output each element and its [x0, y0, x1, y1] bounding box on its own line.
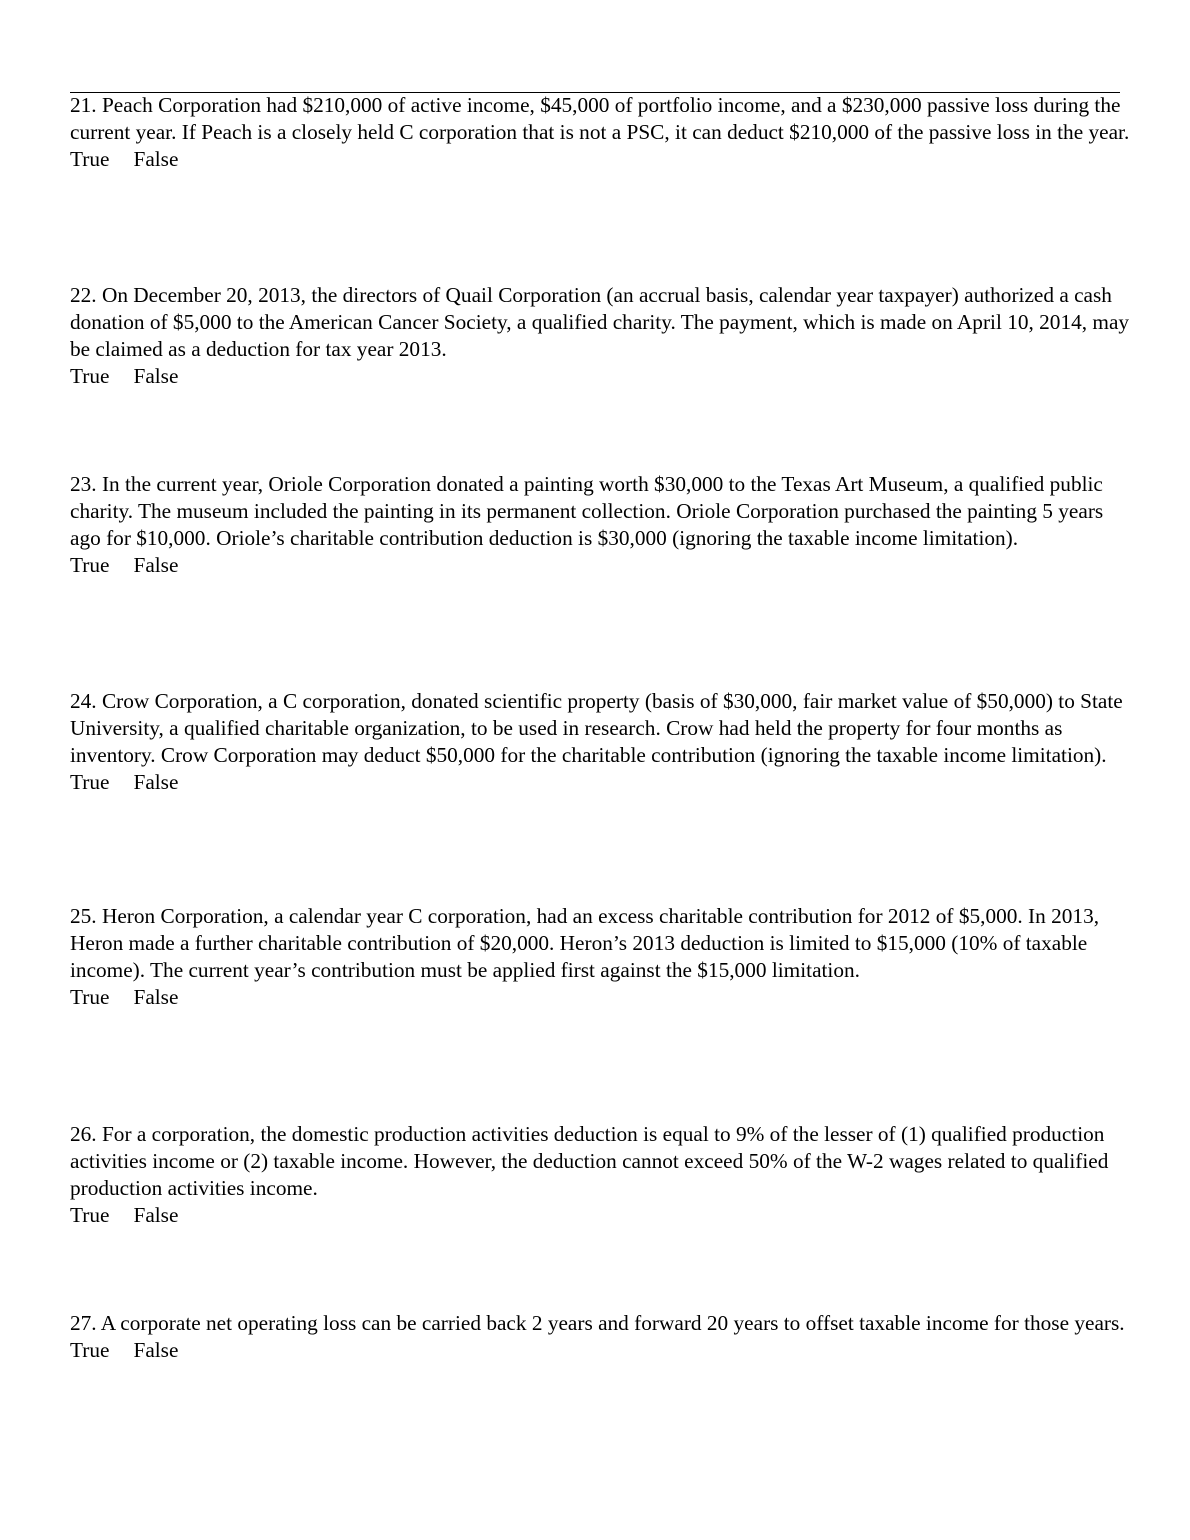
question-21: [70, 92, 1130, 173]
question-body: Crow Corporation, a C corporation, donated scientific property (basis of $30,000, fair market value of $50,000) to State University, a qualified charitable organization, to be used in research. Crow had held the property for four months as inventory. Crow Corporation may deduct $50,000 for the charitable contribution (ignoring the taxable income limitation).: [70, 689, 1123, 767]
question-body: In the current year, Oriole Corporation donated a painting worth $30,000 to the Texas Art Museum, a qualified public charity. The museum included the painting in its permanent collection. Oriole Corporation purchased the painting 5 years ago for $10,000. Oriole’s charitable contribution deduction is $30,000 (ignoring the taxable income limitation).: [70, 472, 1104, 550]
question-25: [70, 903, 1130, 1011]
question-number: 27.: [70, 1311, 97, 1335]
option-false[interactable]: False: [133, 1203, 179, 1227]
question-text: [70, 92, 1130, 146]
option-true[interactable]: True: [70, 1338, 110, 1362]
question-24: [70, 688, 1130, 796]
question-body: A corporate net operating loss can be carried back 2 years and forward 20 years to offset taxable income for those years.: [100, 1311, 1125, 1335]
option-false[interactable]: False: [133, 985, 179, 1009]
option-true[interactable]: True: [70, 770, 110, 794]
question-body: On December 20, 2013, the directors of Quail Corporation (an accrual basis, calendar year taxpayer) authorized a cash donation of $5,000 to the American Cancer Society, a qualified charity. The payment, which is made on April 10, 2014, may be claimed as a deduction for tax year 2013.: [70, 283, 1130, 361]
question-23: [70, 471, 1130, 579]
question-body: Peach Corporation had $210,000 of active income, $45,000 of portfolio income, and a $230,000 passive loss during the current year. If Peach is a closely held C corporation that is not a PSC, it can deduct $210,000 of the passive loss in the year.: [70, 93, 1130, 144]
option-true[interactable]: True: [70, 553, 110, 577]
question-22: [70, 282, 1130, 390]
question-text: [70, 471, 1130, 552]
option-false[interactable]: False: [133, 1338, 179, 1362]
option-true[interactable]: True: [70, 1203, 110, 1227]
question-body: For a corporation, the domestic production activities deduction is equal to 9% of the lesser of (1) qualified production activities income or (2) taxable income. However, the deduction cannot exceed 50% of the W-2 wages related to qualified production activities income.: [70, 1122, 1109, 1200]
question-26: [70, 1121, 1130, 1229]
question-number: 21.: [70, 93, 97, 117]
option-false[interactable]: False: [133, 553, 179, 577]
question-number: 25.: [70, 904, 97, 928]
question-number: 22.: [70, 283, 97, 307]
question-number: 24.: [70, 689, 97, 713]
question-number: 26.: [70, 1122, 97, 1146]
question-text: [70, 1121, 1130, 1202]
option-false[interactable]: False: [133, 364, 179, 388]
question-text: [70, 1310, 1130, 1337]
option-true[interactable]: True: [70, 364, 110, 388]
question-text: [70, 688, 1130, 769]
option-true[interactable]: True: [70, 147, 110, 171]
question-body: Heron Corporation, a calendar year C corporation, had an excess charitable contribution for 2012 of $5,000. In 2013, Heron made a further charitable contribution of $20,000. Heron’s 2013 deduction is limited to $15,000 (10% of taxable income). The current year’s contribution must be applied first against the $15,000 limitation.: [70, 904, 1100, 982]
question-27: [70, 1310, 1130, 1364]
question-number: 23.: [70, 472, 97, 496]
option-false[interactable]: False: [133, 147, 179, 171]
option-true[interactable]: True: [70, 985, 110, 1009]
question-text: [70, 903, 1130, 984]
question-text: [70, 282, 1130, 363]
option-false[interactable]: False: [133, 770, 179, 794]
